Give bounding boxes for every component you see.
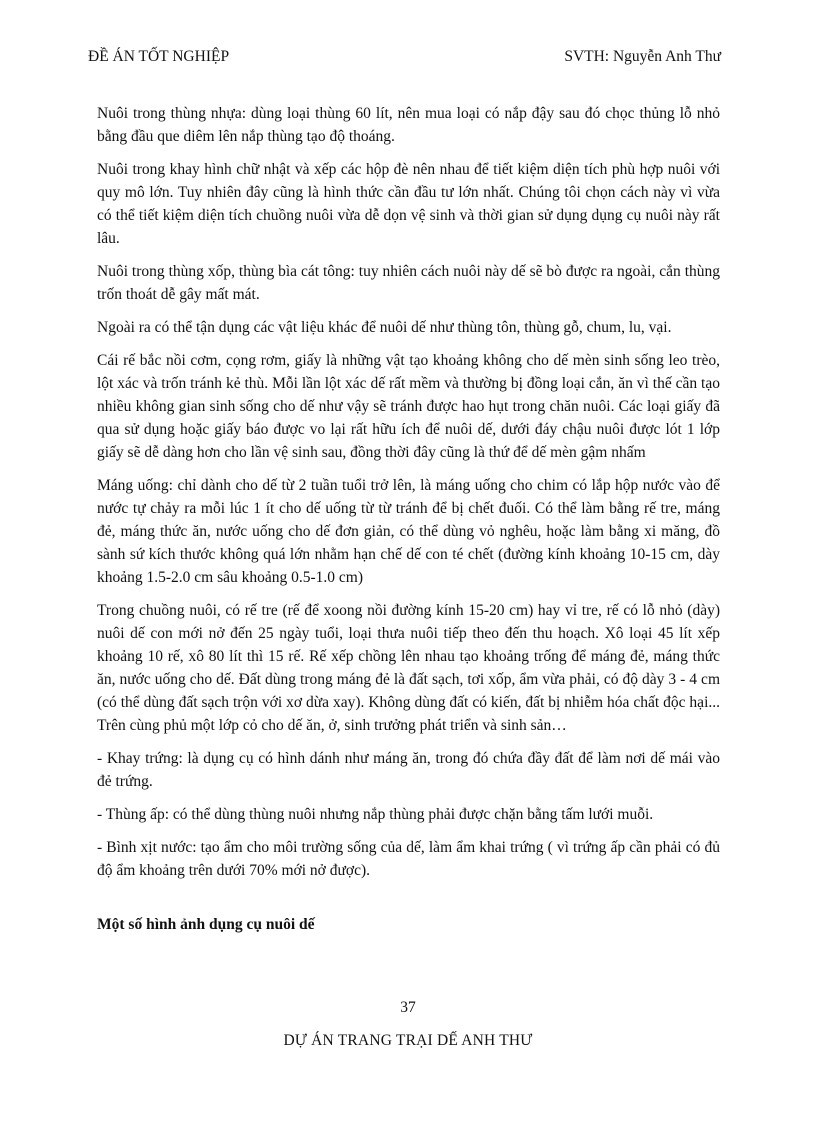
section-title: Một số hình ảnh dụng cụ nuôi dế (97, 916, 315, 933)
paragraph-rectangular-tray: Nuôi trong khay hình chữ nhật và xếp các hộp đè nên nhau để tiết kiệm diện tích phù hợp nuôi với quy mô lớn. Tuy nhiên đây cũng là hình thức cần đầu tư lớn nhất. Chúng tôi chọn cách này vì vừa có thể tiết kiệm diện tích chuồng nuôi vừa dễ dọn vệ sinh và thời gian sử dụng dụng cụ nuôi này rất lâu. (97, 161, 720, 247)
header-left-title: ĐỀ ÁN TỐT NGHIỆP (88, 48, 230, 65)
paragraph-foam-box: Nuôi trong thùng xốp, thùng bìa cát tông: tuy nhiên cách nuôi này dế sẽ bò được ra ngoài, cắn thùng trốn thoát dễ gây mất mát. (97, 263, 720, 303)
paragraph-water-trough: Máng uống: chỉ dành cho dế từ 2 tuần tuổi trở lên, là máng uống cho chim có lắp hộp nước vào để nước tự chảy ra mỗi lúc 1 ít cho dế uống từ từ tránh để bị chết đuối. Có thể làm bằng rế tre, máng đẻ, máng thức ăn, nước uống cho dế đơn giản, có thể dùng vỏ nghêu, hoặc làm bằng xi măng, đồ sành sứ kích thước không quá lớn nhằm hạn chế dế con té chết (đường kính khoảng 10-15 cm, dày khoảng 1.5-2.0 cm sâu khoảng 0.5-1.0 cm) (97, 477, 720, 586)
paragraph-other-materials: Ngoài ra có thể tận dụng các vật liệu khác để nuôi dế như thùng tôn, thùng gỗ, chum, lu, vại. (97, 319, 672, 336)
paragraph-water-sprayer: - Bình xịt nước: tạo ẩm cho môi trường sống của dế, làm ẩm khai trứng ( vì trứng ấp cần phải có đủ độ ẩm khoảng trên dưới 70% mới nở được). (97, 839, 720, 879)
paragraph-pot-rack: Cái rế bắc nồi cơm, cọng rơm, giấy là những vật tạo khoảng không cho dế mèn sinh sống leo trèo, lột xác và trốn tránh kẻ thù. Mỗi lần lột xác dế rất mềm và thường bị đồng loại cắn, ăn vì thế cần tạo nhiều không gian sinh sống cho dế như vậy sẽ tránh được hao hụt trong chăn nuôi. Các loại giấy đã qua sử dụng hoặc giấy báo được vo lại rất hữu ích để nuôi dế, dưới đáy chậu nuôi được lót 1 lớp giấy sẽ dễ dàng hơn cho lần vệ sinh sau, đồng thời đây cũng là thứ để dế mèn gậm nhấm (97, 352, 720, 461)
paragraph-egg-tray: - Khay trứng: là dụng cụ có hình dánh như máng ăn, trong đó chứa đầy đất để làm nơi dế mái vào đẻ trứng. (97, 750, 720, 790)
page-footer: DỰ ÁN TRANG TRẠI DẾ ANH THƯ (283, 1032, 533, 1049)
paragraph-bamboo-rack: Trong chuồng nuôi, có rế tre (rế để xoong nồi đường kính 15-20 cm) hay vỉ tre, rế có lỗ nhỏ (dày) nuôi dế con mới nở đến 25 ngày tuổi, loại thưa nuôi tiếp theo đến thu hoạch. Xô loại 45 lít xếp khoảng 10 rế, xô 80 lít thì 15 rế. Rế xếp chồng lên nhau tạo khoảng trống để máng đẻ, máng thức ăn, nước uống cho dế. Đất dùng trong máng đẻ là đất sạch, tơi xốp, ẩm vừa phải, có độ dày 3 - 4 cm (có thể dùng đất sạch trộn với xơ dừa xay). Không dùng đất có kiến, đất bị nhiễm hóa chất độc hại... Trên cùng phủ một lớp cỏ cho dế ăn, ở, sinh trưởng phát triển và sinh sản… (97, 602, 720, 734)
page-header (88, 48, 721, 66)
paragraph-incubation-bin: - Thùng ấp: có thể dùng thùng nuôi nhưng nắp thùng phải được chặn bằng tấm lưới muỗi. (97, 806, 654, 823)
document-body (97, 102, 720, 892)
paragraph-plastic-bin: Nuôi trong thùng nhựa: dùng loại thùng 60 lít, nên mua loại có nắp đậy sau đó chọc thủng lỗ nhỏ bằng đầu que diêm lên nắp thùng tạo độ thoáng. (97, 105, 720, 145)
header-right-author: SVTH: Nguyễn Anh Thư (564, 48, 721, 65)
page-number: 37 (400, 999, 416, 1016)
